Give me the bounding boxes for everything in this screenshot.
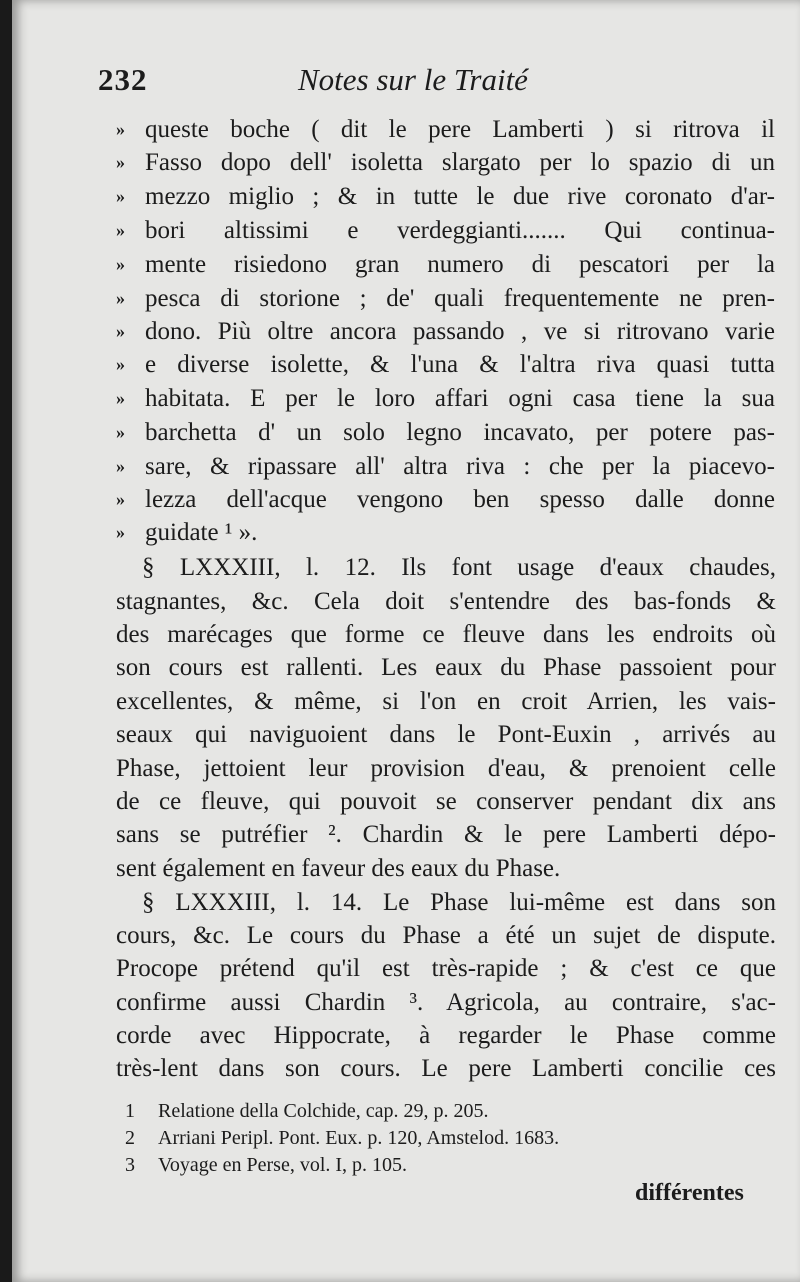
quote-text: queste boche ( dit le pere Lamberti ) si ritrova il <box>145 116 775 143</box>
quote-mark: » <box>116 254 125 274</box>
quote-text: pesca di storione ; de' quali frequentemente ne pren- <box>145 285 775 312</box>
paragraph-text: Phase, jettoient leur provision d'eau, & prenoient celle <box>116 755 776 782</box>
page-number: 232 <box>98 62 148 97</box>
quote-mark: » <box>116 422 125 442</box>
paragraph-text: cours, &c. Le cours du Phase a été un sujet de dispute. <box>116 922 776 949</box>
footnote-text: Relatione della Colchide, cap. 29, p. 205. <box>158 1100 489 1122</box>
catchword: différentes <box>635 1180 744 1206</box>
quote-text: bori altissimi e verdeggianti....... Qui continua- <box>145 217 775 244</box>
quote-text: Fasso dopo dell' isoletta slargato per lo spazio di un <box>145 149 775 176</box>
quote-mark: » <box>116 388 125 408</box>
quote-mark: » <box>116 489 125 509</box>
paragraph-text: § LXXXIII, l. 14. Le Phase lui-même est dans son <box>142 889 776 916</box>
paragraph-text: sans se putréfier ². Chardin & le pere Lamberti dépo- <box>116 821 776 848</box>
paragraph-text: corde avec Hippocrate, à regarder le Phase comme <box>116 1022 776 1049</box>
quote-text: mente risiedono gran numero di pescatori per la <box>145 251 775 278</box>
running-head: Notes sur le Traité <box>298 62 528 97</box>
book-page <box>12 0 800 1282</box>
quote-mark: » <box>116 456 125 476</box>
quote-mark: » <box>116 220 125 240</box>
paragraph-text: excellentes, & même, si l'on en croit Arrien, les vais- <box>116 688 776 715</box>
footnote-number: 3 <box>125 1154 135 1176</box>
paragraph-text: de ce fleuve, qui pouvoit se conserver pendant dix ans <box>116 788 776 815</box>
quote-mark: » <box>116 354 125 374</box>
page-header <box>98 62 788 102</box>
paragraph-text: sent également en faveur des eaux du Phase. <box>116 855 561 882</box>
quote-text: sare, & ripassare all' altra riva : che per la piacevo- <box>145 453 775 480</box>
quote-mark: » <box>116 119 125 139</box>
quote-text: habitata. E per le loro affari ogni casa tiene la sua <box>145 385 775 412</box>
paragraph-text: son cours est rallenti. Les eaux du Phase passoient pour <box>116 654 776 681</box>
paragraph-text: § LXXXIII, l. 12. Ils font usage d'eaux chaudes, <box>142 554 776 581</box>
paragraph-text: très-lent dans son cours. Le pere Lamberti concilie ces <box>116 1055 776 1082</box>
paragraph-text: seaux qui naviguoient dans le Pont-Euxin , arrivés au <box>116 721 776 748</box>
quote-mark: » <box>116 186 125 206</box>
footnote-number: 1 <box>125 1100 135 1122</box>
footnote-number: 2 <box>125 1127 135 1149</box>
footnote-text: Voyage en Perse, vol. I, p. 105. <box>158 1154 408 1176</box>
quote-mark: » <box>116 522 125 542</box>
quote-mark: » <box>116 321 125 341</box>
quote-text: guidate ¹ ». <box>145 519 258 546</box>
paragraph-text: Procope prétend qu'il est très-rapide ; & c'est ce que <box>116 955 776 982</box>
quote-text: barchetta d' un solo legno incavato, per potere pas- <box>145 419 775 446</box>
quote-text: dono. Più oltre ancora passando , ve si ritrovano varie <box>145 318 775 345</box>
quote-mark: » <box>116 288 125 308</box>
quote-text: e diverse isolette, & l'una & l'altra riva quasi tutta <box>145 351 775 378</box>
quote-text: lezza dell'acque vengono ben spesso dalle donne <box>145 486 775 513</box>
paragraph-text: des marécages que forme ce fleuve dans les endroits où <box>116 621 776 648</box>
quote-mark: » <box>116 152 125 172</box>
footnote-text: Arriani Peripl. Pont. Eux. p. 120, Amstelod. 1683. <box>158 1127 560 1149</box>
paragraph-text: confirme aussi Chardin ³. Agricola, au contraire, s'ac- <box>116 989 776 1016</box>
paragraph-text: stagnantes, &c. Cela doit s'entendre des bas-fonds & <box>116 588 776 615</box>
quote-text: mezzo miglio ; & in tutte le due rive coronato d'ar- <box>145 183 775 210</box>
